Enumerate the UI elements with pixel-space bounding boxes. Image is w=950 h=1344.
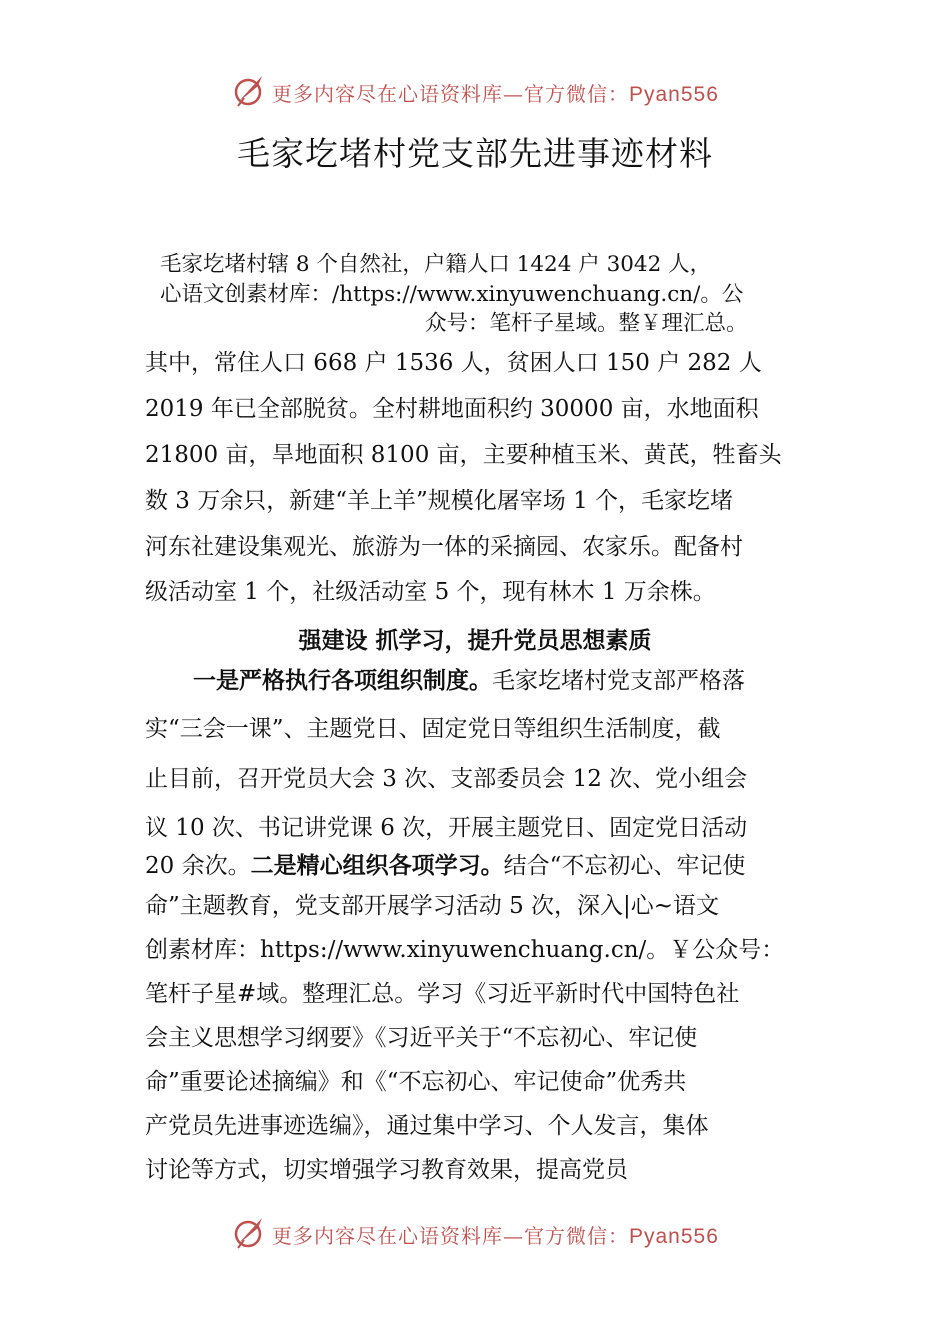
body-line: 创素材库：https://www.xinyuwenchuang.cn/。￥公众号： bbox=[145, 937, 785, 963]
body-line: 议 10 次、书记讲党课 6 次，开展主题党日、固定党日活动 bbox=[145, 815, 748, 841]
wechat-id: Pyan556 bbox=[629, 83, 719, 106]
banner-text bbox=[272, 1220, 719, 1249]
body-line: 实“三会一课”、主题党日、固定党日等组织生活制度，截 bbox=[145, 716, 721, 742]
body-line: 命”主题教育，党支部开展学习活动 5 次，深入|心~语文 bbox=[145, 893, 720, 919]
quill-logo-icon bbox=[232, 1214, 268, 1250]
intro-line: 级活动室 1 个，社级活动室 5 个，现有林木 1 万余株。 bbox=[145, 579, 716, 605]
footer-banner bbox=[0, 1212, 950, 1252]
intro-line: 数 3 万余只，新建“羊上羊”规模化屠宰场 1 个，毛家圪堵 bbox=[145, 488, 734, 514]
banner-text bbox=[272, 78, 719, 107]
intro-line: 其中，常住人口 668 户 1536 人，贫困人口 150 户 282 人 bbox=[145, 350, 762, 376]
intro-line: 河东社建设集观光、旅游为一体的采摘园、农家乐。配备村 bbox=[145, 534, 743, 560]
document-title: 毛家圪堵村党支部先进事迹材料 bbox=[237, 134, 713, 173]
meta-line-3: 众号：笔杆子星域。整￥理汇总。 bbox=[425, 311, 748, 336]
intro-line: 2019 年已全部脱贫。全村耕地面积约 30000 亩，水地面积 bbox=[145, 396, 759, 422]
header-banner bbox=[0, 70, 950, 110]
section-heading: 强建设 抓学习，提升党员思想素质 bbox=[298, 628, 652, 654]
intro-line: 21800 亩，旱地面积 8100 亩，主要种植玉米、黄芪，牲畜头 bbox=[145, 442, 782, 468]
body-line: 产党员先进事迹选编》，通过集中学习、个人发言，集体 bbox=[145, 1113, 709, 1139]
body-line: 笔杆子星#域。整理汇总。学习《习近平新时代中国特色社 bbox=[145, 981, 740, 1007]
body-line bbox=[193, 670, 745, 693]
body-line: 会主义思想学习纲要》《习近平关于“不忘初心、牢记使 bbox=[145, 1025, 698, 1051]
banner-label: 更多内容尽在心语资料库—官方微信： bbox=[272, 82, 629, 106]
quill-logo-icon bbox=[232, 72, 268, 108]
point-one-heading: 一是严格执行各项组织制度。 bbox=[193, 668, 492, 694]
body-text-run: 结合“不忘初心、牢记使 bbox=[503, 853, 746, 879]
meta-line-2: 心语文创素材库：/https://www.xinyuwenchuang.cn/。公 bbox=[160, 282, 744, 307]
body-line: 命”重要论述摘编》和《“不忘初心、牢记使命”优秀共 bbox=[145, 1069, 687, 1095]
body-text-run: 20 余次。 bbox=[145, 853, 251, 879]
meta-line-1: 毛家圪堵村辖 8 个自然社，户籍人口 1424 户 3042 人， bbox=[160, 252, 712, 277]
wechat-id: Pyan556 bbox=[629, 1225, 719, 1248]
point-two-heading: 二是精心组织各项学习。 bbox=[250, 853, 504, 879]
body-line bbox=[145, 855, 745, 878]
body-line: 讨论等方式，切实增强学习教育效果，提高党员 bbox=[145, 1157, 628, 1183]
banner-label: 更多内容尽在心语资料库—官方微信： bbox=[272, 1224, 629, 1248]
body-text-run: 毛家圪堵村党支部严格落 bbox=[492, 668, 745, 694]
body-line: 止目前，召开党员大会 3 次、支部委员会 12 次、党小组会 bbox=[145, 766, 748, 792]
